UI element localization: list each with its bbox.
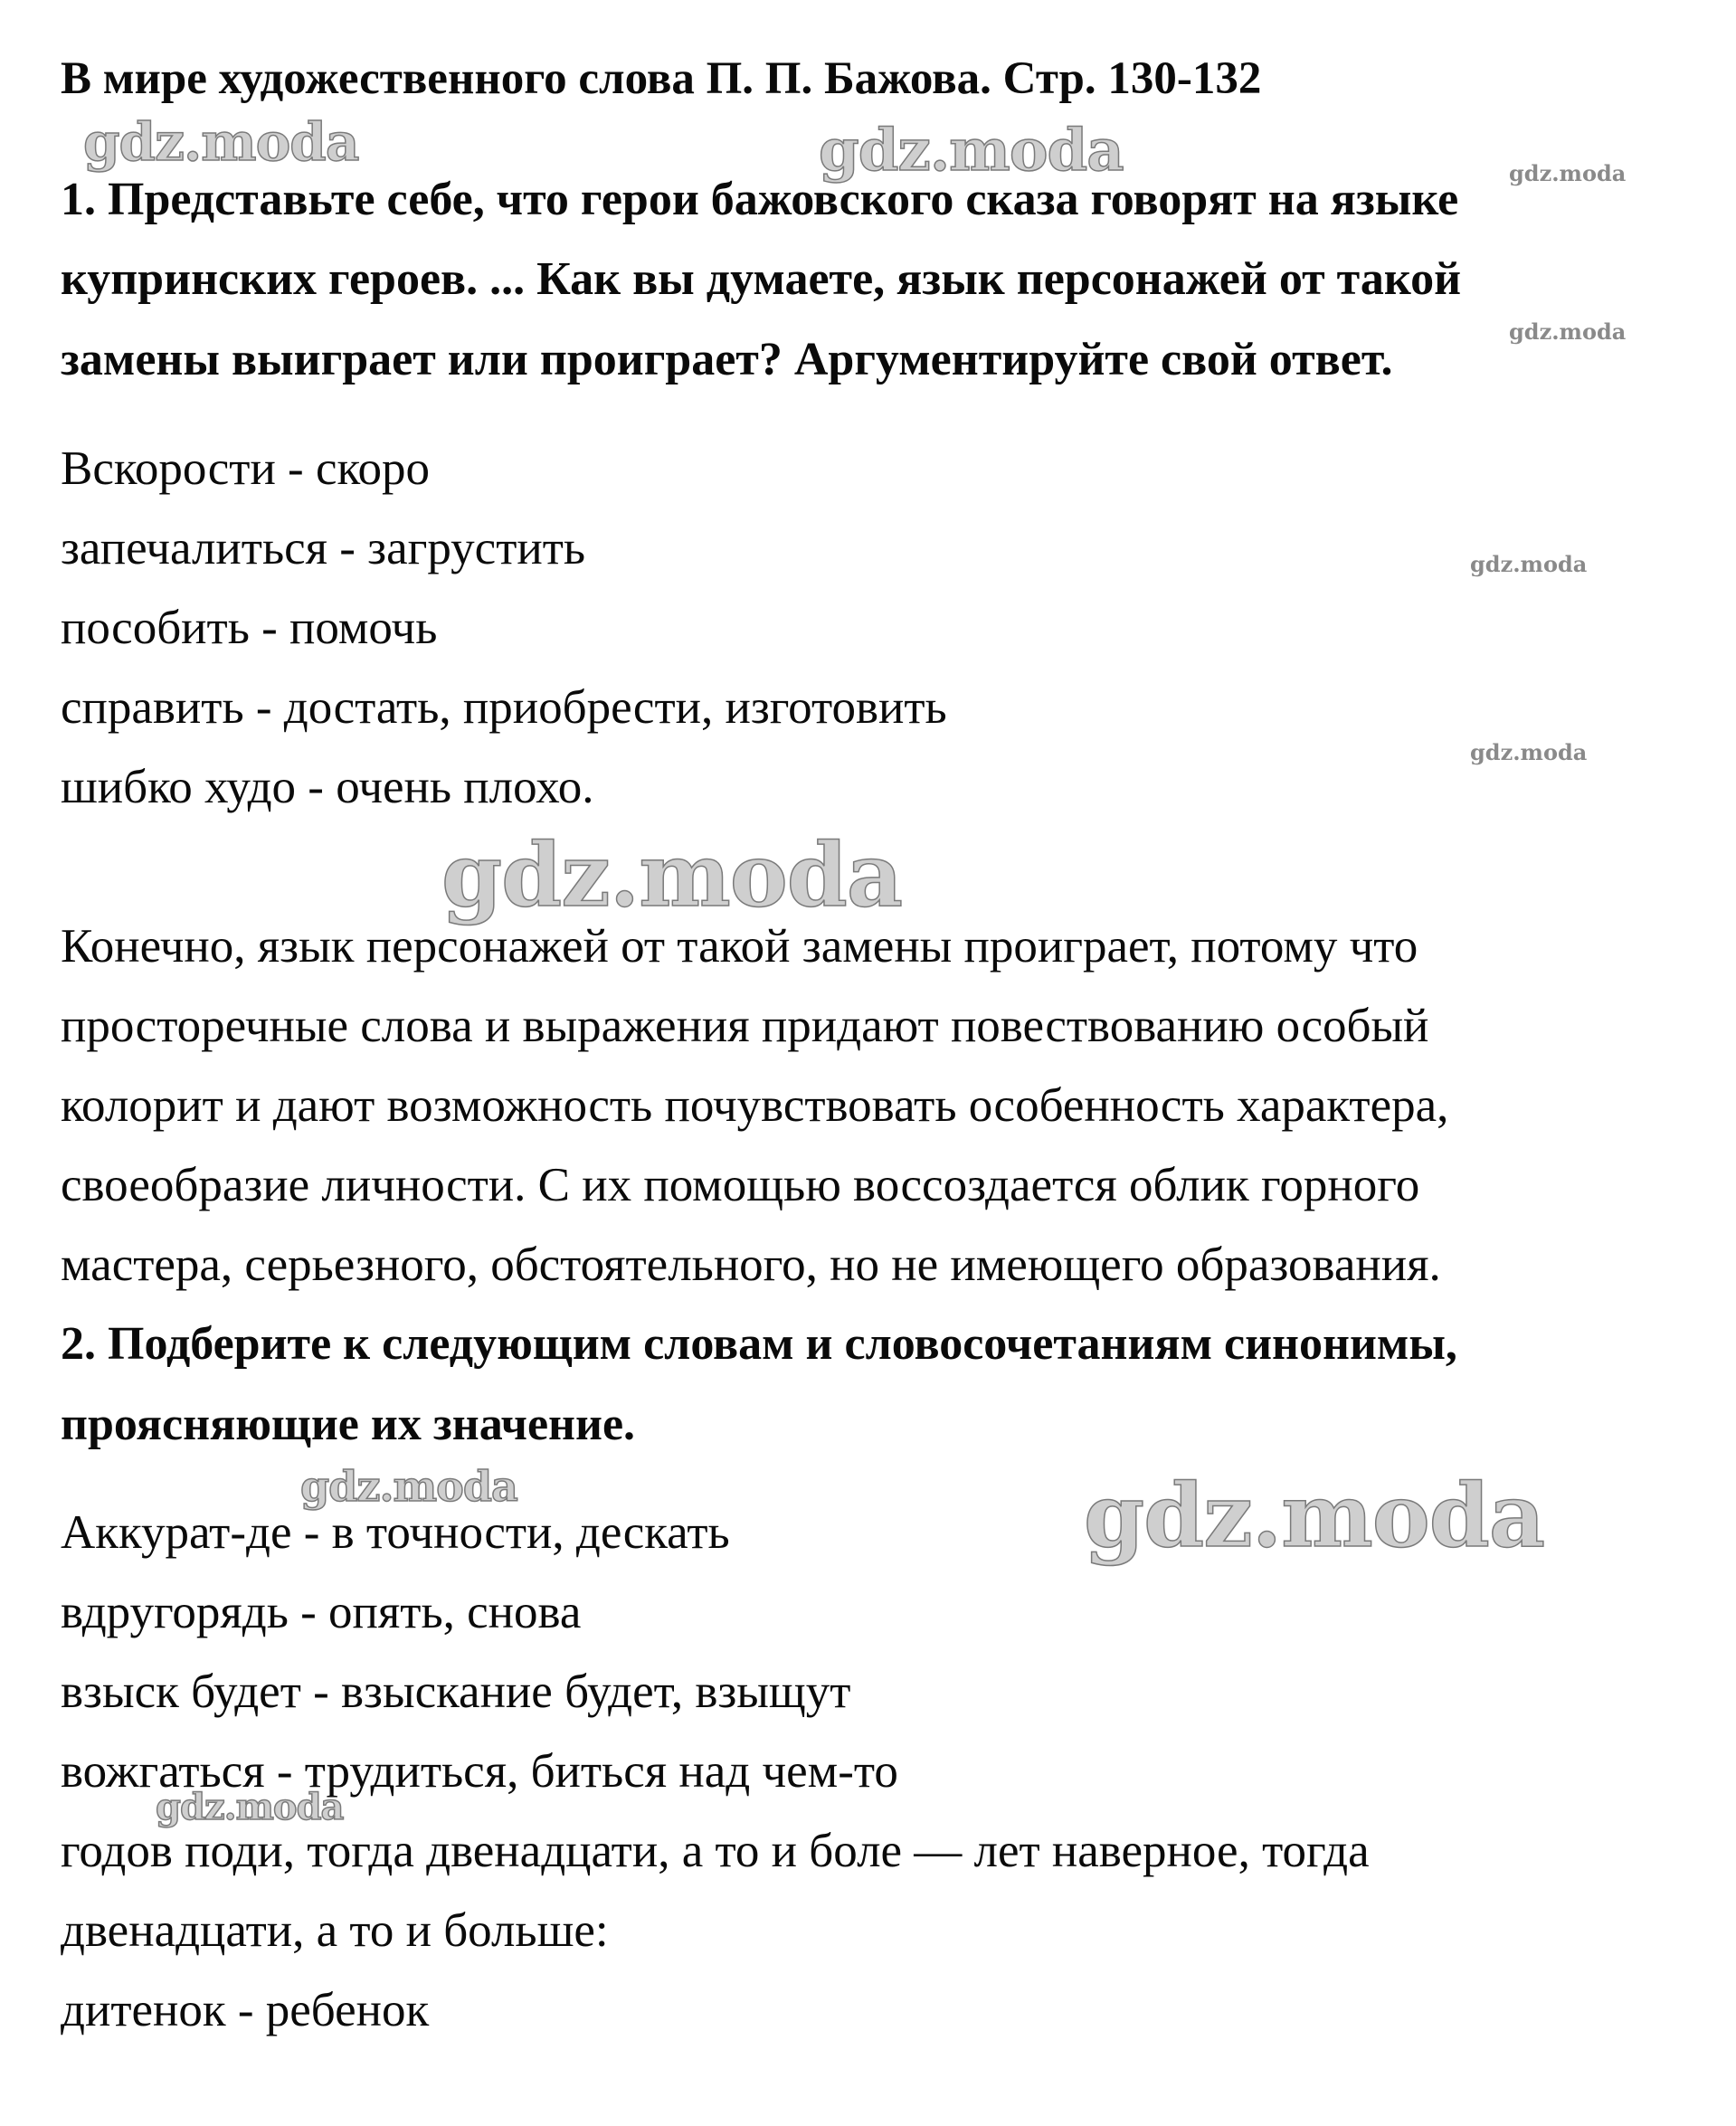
task1-pair-1: Вскорости - скоро — [61, 442, 431, 495]
task1-answer-line-5: мастера, серьезного, обстоятельного, но не имеющего образования. — [61, 1239, 1441, 1291]
task2-pair-3: взыск будет - взыскание будет, взыщут — [61, 1666, 851, 1718]
task1-question-line-3: замены выиграет или проиграет? Аргументируйте свой ответ. — [61, 334, 1393, 385]
watermark: gdz.moda — [1509, 318, 1627, 345]
watermark: gdz.moda — [300, 1462, 517, 1511]
watermark: gdz.moda — [83, 111, 359, 173]
watermark: gdz.moda — [441, 824, 903, 926]
task1-answer-line-2: просторечные слова и выражения придают повествованию особый — [61, 1000, 1429, 1052]
task1-pair-4: справить - достать, приобрести, изготовить — [61, 681, 947, 734]
task1-answer-line-4: своеобразие личности. С их помощью воссоздается облик горного — [61, 1159, 1420, 1211]
task1-answer-line-3: колорит и дают возможность почувствовать особенность характера, — [61, 1079, 1449, 1132]
task2-question-line-2: проясняющие их значение. — [61, 1399, 636, 1450]
task2-pair-5: годов поди, тогда двенадцати, а то и боле — лет наверное, тогда — [61, 1825, 1370, 1877]
task2-question-line-1: 2. Подберите к следующим словам и словосочетаниям синонимы, — [61, 1318, 1457, 1370]
watermark: gdz.moda — [1470, 739, 1588, 765]
task1-question-line-2: купринских героев. ... Как вы думаете, язык персонажей от такой — [61, 253, 1462, 305]
task1-pair-2: запечалиться - загрустить — [61, 522, 586, 574]
task2-pair-7: дитенок - ребенок — [61, 1984, 430, 2036]
task1-pair-5: шибко худо - очень плохо. — [61, 761, 594, 813]
task2-pair-1: Аккурат-де - в точности, дескать — [61, 1506, 730, 1559]
task1-pair-3: пособить - помочь — [61, 602, 438, 654]
task2-pair-2: вдругорядь - опять, снова — [61, 1586, 582, 1638]
page-title: В мире художественного слова П. П. Бажова. Стр. 130-132 — [61, 53, 1262, 104]
task2-pair-6: двенадцати, а то и больше: — [61, 1904, 609, 1957]
task1-question-line-1: 1. Представьте себе, что герои бажовского сказа говорят на языке — [61, 174, 1459, 225]
watermark: gdz.moda — [1509, 160, 1627, 186]
watermark: gdz.moda — [156, 1786, 344, 1828]
watermark: gdz.moda — [1084, 1465, 1545, 1567]
watermark: gdz.moda — [1470, 551, 1588, 577]
watermark: gdz.moda — [819, 117, 1124, 185]
task1-answer-line-1: Конечно, язык персонажей от такой замены проиграет, потому что — [61, 920, 1418, 973]
task2-pair-4: вожгаться - трудиться, биться над чем-то — [61, 1745, 898, 1798]
